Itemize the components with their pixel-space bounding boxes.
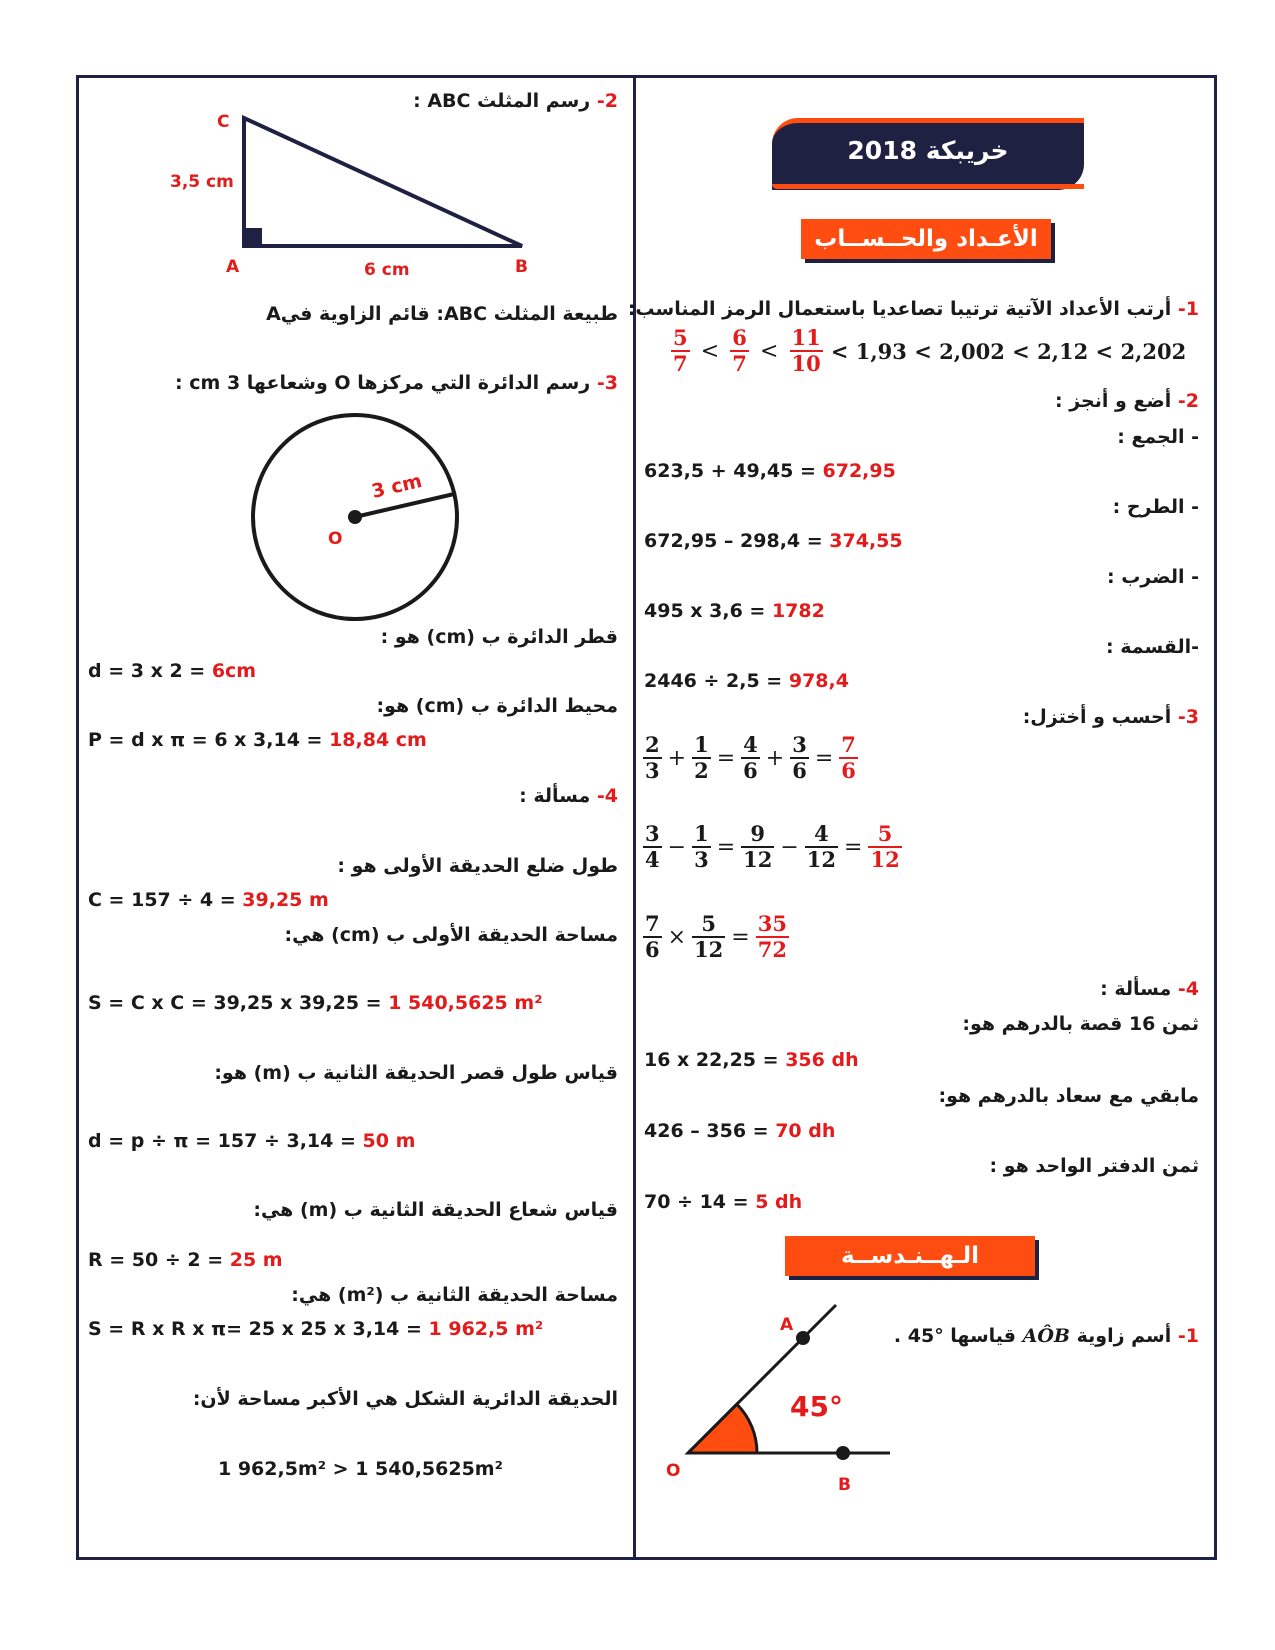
fraction: $\frac{11}{10}$ bbox=[791, 325, 821, 377]
radius-length: 3 cm bbox=[369, 469, 425, 503]
geometry-question-1: 1- أسم زاوية AÔB قياسها °45 . bbox=[893, 1325, 1199, 1347]
label-a: A bbox=[780, 1315, 794, 1335]
garden2-area-label: مساحة الحديقة الثانية ب (m²) هي: bbox=[291, 1284, 618, 1306]
garden2-diameter-line: d = p ÷ π = 157 ÷ 3,14 = 50 m bbox=[88, 1130, 416, 1152]
label-c: C bbox=[217, 112, 230, 132]
garden2-radius-label: قياس شعاع الحديقة الثانية ب (m) هي: bbox=[253, 1199, 618, 1221]
garden2-diameter-label: قياس طول قصر الحديقة الثانية ب (m) هو: bbox=[214, 1062, 618, 1084]
side-ac-length: 3,5 cm bbox=[170, 172, 234, 192]
diameter-label: قطر الدائرة ب (cm) هو : bbox=[380, 626, 618, 648]
problem-step-3: 70 ÷ 14 = 5 dh bbox=[644, 1191, 803, 1213]
diameter-line: d = 3 x 2 = 6cm bbox=[88, 660, 257, 682]
addition-line: 623,5 + 49,45 = 672,95 bbox=[644, 460, 896, 482]
subtraction-label: - الطرح : bbox=[1112, 496, 1199, 518]
fraction-difference: $\frac{3}{4}$ − $\frac{1}{3}$ = $\frac{9}{12}$ − $\frac{4}{12}$ = $\frac{5}{12}$ bbox=[645, 821, 900, 873]
point-b bbox=[836, 1446, 850, 1460]
garden2-area-line: S = R x R x π= 25 x 25 x 3,14 = 1 962,5 m² bbox=[88, 1318, 544, 1340]
right-angle-marker bbox=[244, 228, 262, 246]
perimeter-label: محيط الدائرة ب (cm) هو: bbox=[376, 695, 618, 717]
division-label: -القسمة : bbox=[1105, 636, 1199, 658]
angle-name: AÔB bbox=[1022, 1325, 1070, 1347]
problem-step-2-label: مابقي مع سعاد بالدرهم هو: bbox=[938, 1085, 1199, 1107]
ordering-answer: $\frac{5}{7}$ < $\frac{6}{7}$ < $\frac{11}{10}$ < 1,93 < 2,002 < 2,12 < 2,202 bbox=[673, 325, 1187, 377]
problem-step-3-label: ثمن الدفتر الواحد هو : bbox=[989, 1155, 1199, 1177]
garden2-radius-line: R = 50 ÷ 2 = 25 m bbox=[88, 1249, 283, 1271]
problem-step-2: 426 – 356 = 70 dh bbox=[644, 1120, 836, 1142]
question-4: 4- مسألة : bbox=[1100, 978, 1199, 1000]
angle-measure: 45° bbox=[790, 1390, 843, 1423]
garden1-area-label: مساحة الحديقة الأولى ب (cm) هي: bbox=[284, 924, 618, 946]
radius-segment bbox=[355, 494, 454, 517]
label-o: O bbox=[666, 1461, 681, 1481]
subtraction-line: 672,95 – 298,4 = 374,55 bbox=[644, 530, 903, 552]
label-b: B bbox=[515, 257, 528, 277]
ray-oa bbox=[688, 1305, 836, 1453]
label-o: O bbox=[328, 529, 343, 549]
point-a bbox=[796, 1331, 810, 1345]
triangle-figure bbox=[150, 100, 550, 285]
triangle-abc bbox=[244, 118, 522, 246]
area-comparison: 1 962,5m² > 1 540,5625m² bbox=[218, 1458, 503, 1480]
angle-figure bbox=[660, 1290, 900, 1510]
label-b: B bbox=[838, 1475, 851, 1495]
question-1 bbox=[628, 298, 1199, 321]
garden1-side-line: C = 157 ÷ 4 = 39,25 m bbox=[88, 889, 329, 911]
garden1-area-line: S = C x C = 39,25 x 39,25 = 1 540,5625 m² bbox=[88, 992, 543, 1014]
fraction: $\frac{5}{7}$ bbox=[673, 325, 688, 377]
question-3: 3- أحسب و أختزل: bbox=[1022, 706, 1199, 728]
fraction: $\frac{6}{7}$ bbox=[732, 325, 747, 377]
section-heading-geometry: الـهــنـدســة bbox=[785, 1236, 1035, 1276]
problem-step-1-label: ثمن 16 قصة بالدرهم هو: bbox=[962, 1013, 1199, 1035]
center-point bbox=[348, 510, 362, 524]
question-text: أرتب الأعداد الآتية ترتيبا تصاعديا باستعمال الرمز المناسب: bbox=[627, 298, 1172, 320]
section-heading-numbers: الأعـداد والحــســاب bbox=[801, 219, 1051, 259]
left-question-4: 4- مسألة : bbox=[519, 785, 618, 807]
side-ab-length: 6 cm bbox=[364, 260, 410, 280]
exam-title-banner bbox=[772, 118, 1084, 190]
multiplication-line: 495 x 3,6 = 1782 bbox=[644, 600, 825, 622]
label-a: A bbox=[226, 257, 240, 277]
perimeter-line: P = d x π = 6 x 3,14 = 18,84 cm bbox=[88, 729, 427, 751]
left-question-3: 3- رسم الدائرة التي مركزها O وشعاعها 3 cm : bbox=[175, 372, 618, 394]
question-number: 1- bbox=[1177, 298, 1199, 320]
ordered-decimals: < 1,93 < 2,002 < 2,12 < 2,202 bbox=[830, 338, 1187, 364]
fraction-sum: $\frac{2}{3}$ + $\frac{1}{2}$ = $\frac{4}{6}$ + $\frac{3}{6}$ = $\frac{7}{6}$ bbox=[645, 732, 856, 784]
addition-label: - الجمع : bbox=[1117, 426, 1199, 448]
conclusion-text: الحديقة الدائرية الشكل هي الأكبر مساحة لأن: bbox=[192, 1388, 618, 1410]
exam-title: خريبكة 2018 bbox=[847, 136, 1009, 165]
left-question-2: 2- رسم المثلث ABC : bbox=[413, 90, 618, 112]
garden1-side-label: طول ضلع الحديقة الأولى هو : bbox=[337, 855, 618, 877]
question-2: 2- أضع و أنجز : bbox=[1054, 390, 1199, 412]
triangle-nature: طبيعة المثلث ABC: قائم الزاوية فيA bbox=[266, 303, 618, 325]
fraction-product: $\frac{7}{6}$ × $\frac{5}{12}$ = $\frac{35}{72}$ bbox=[645, 911, 787, 963]
problem-step-1: 16 x 22,25 = 356 dh bbox=[644, 1049, 859, 1071]
multiplication-label: - الضرب : bbox=[1107, 566, 1199, 588]
division-line: 2446 ÷ 2,5 = 978,4 bbox=[644, 670, 849, 692]
circle-figure bbox=[240, 410, 470, 630]
angle-arc bbox=[688, 1404, 757, 1453]
